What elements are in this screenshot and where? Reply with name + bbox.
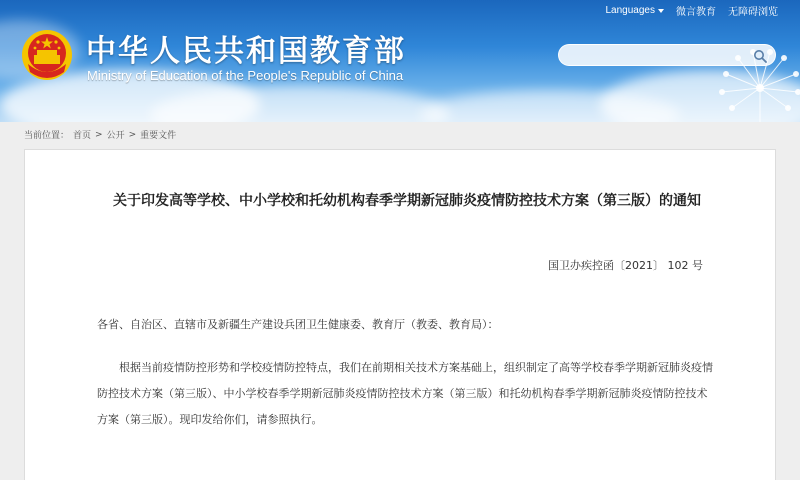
document-body: 根据当前疫情防控形势和学校疫情防控特点，我们在前期相关技术方案基础上，组织制定了高等学校春季学期新冠肺炎疫情防控技术方案（第三版）、中小学校春季学期新冠肺炎疫情防控技术方案（第三版）和托幼机构春季学期新冠肺炎疫情防控技术方案（第三版）。现印发给你们，请参照执行。 <box>97 361 713 426</box>
document-title: 关于印发高等学校、中小学校和托幼机构春季学期新冠肺炎疫情防控技术方案（第三版）的通知 <box>113 193 701 209</box>
chevron-down-icon <box>658 9 664 13</box>
document-addressee: 各省、自治区、直辖市及新疆生产建设兵团卫生健康委、教育厅（教委、教育局）： <box>97 318 499 331</box>
breadcrumb-prefix: 当前位置： <box>24 131 70 141</box>
top-links <box>606 3 779 18</box>
breadcrumb-separator: > <box>128 129 137 140</box>
breadcrumb-home[interactable]: 首页 <box>73 131 92 141</box>
search-icon[interactable] <box>753 48 767 62</box>
accessibility-link[interactable]: 无障碍浏览 <box>728 7 778 18</box>
weibo-link[interactable]: 微言教育 <box>676 7 716 18</box>
site-header <box>0 0 800 122</box>
national-emblem-icon[interactable] <box>20 28 74 82</box>
site-subtitle: Ministry of Education of the People's Republic of China <box>87 68 404 83</box>
breadcrumb-public[interactable]: 公开 <box>106 131 125 141</box>
languages-dropdown[interactable] <box>606 5 665 16</box>
site-title[interactable]: 中华人民共和国教育部 <box>86 34 406 69</box>
search-input[interactable] <box>559 47 749 67</box>
document-number: 国卫办疾控函〔2021〕 102 号 <box>548 259 703 272</box>
languages-label: Languages <box>605 5 655 16</box>
breadcrumb-separator: > <box>95 129 103 140</box>
document-card <box>24 149 776 480</box>
search-box <box>558 44 776 66</box>
breadcrumb <box>24 128 176 141</box>
breadcrumb-important-files[interactable]: 重要文件 <box>140 131 177 141</box>
